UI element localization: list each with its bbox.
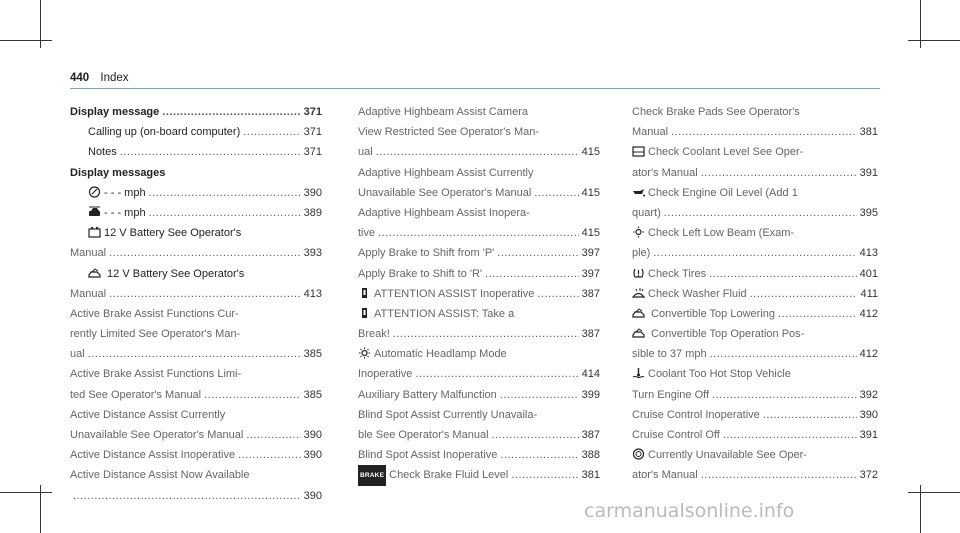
index-entry bbox=[70, 465, 322, 485]
index-entry bbox=[632, 203, 878, 223]
page-reference: 371 bbox=[303, 126, 322, 139]
index-entry-text bbox=[88, 264, 244, 284]
index-entry bbox=[632, 405, 878, 425]
index-entry-label: - - - mph bbox=[104, 206, 146, 219]
index-entry-text bbox=[70, 445, 235, 465]
index-entry bbox=[358, 364, 600, 384]
index-entry-label: Unavailable See Operator's Manual bbox=[70, 429, 244, 441]
index-entry bbox=[358, 284, 600, 304]
page-reference: 390 bbox=[303, 489, 322, 502]
dot-leader bbox=[88, 344, 301, 364]
index-entry-text bbox=[70, 102, 159, 122]
index-entry-text bbox=[358, 344, 507, 364]
index-entry-label: Apply Brake to Shift to 'R' bbox=[358, 267, 483, 280]
page-reference: 392 bbox=[859, 388, 878, 401]
dot-leader bbox=[709, 264, 857, 284]
index-entry-text bbox=[358, 163, 533, 183]
index-entry-label: ple) bbox=[632, 247, 651, 260]
page-reference: 415 bbox=[581, 227, 600, 240]
index-entry bbox=[358, 203, 600, 223]
index-entry-label: 12 V Battery See Operator's bbox=[104, 227, 242, 240]
page-reference: 412 bbox=[859, 348, 878, 361]
index-entry bbox=[70, 264, 322, 284]
index-entry bbox=[70, 183, 322, 203]
index-entry bbox=[358, 405, 600, 425]
convertible-car-icon bbox=[632, 307, 645, 319]
page-reference: 401 bbox=[859, 267, 878, 280]
page-number: 440 bbox=[70, 72, 90, 84]
index-column-2 bbox=[358, 102, 600, 486]
dot-leader bbox=[500, 445, 578, 465]
crop-mark bbox=[0, 40, 52, 41]
index-entry-label: 12 V Battery See Operator's bbox=[104, 267, 245, 280]
page-reference: 395 bbox=[859, 206, 878, 219]
dot-leader bbox=[701, 163, 857, 183]
index-entry-text bbox=[632, 264, 706, 284]
index-entry-text bbox=[70, 344, 85, 364]
index-entry bbox=[632, 344, 878, 364]
index-entry-label: Active Brake Assist Functions Cur- bbox=[70, 307, 239, 320]
index-entry-text bbox=[632, 142, 803, 162]
index-entry-text bbox=[70, 243, 106, 263]
dot-leader bbox=[664, 203, 857, 223]
index-entry bbox=[70, 324, 322, 344]
index-entry-label: Check Washer Fluid bbox=[648, 287, 747, 300]
index-entry-label: Convertible Top Operation Pos- bbox=[648, 328, 805, 341]
dot-leader bbox=[378, 223, 579, 243]
dot-leader bbox=[701, 465, 857, 485]
page-reference: 411 bbox=[860, 287, 878, 300]
index-entry bbox=[70, 385, 322, 405]
index-entry-label: ator's Manual bbox=[632, 469, 698, 482]
page-reference: 388 bbox=[581, 449, 600, 462]
dot-leader bbox=[712, 385, 857, 405]
crop-mark bbox=[908, 492, 960, 493]
index-entry-text bbox=[632, 304, 775, 324]
page-reference: 387 bbox=[581, 287, 600, 300]
index-entry-label: Blind Spot Assist Currently Unavaila- bbox=[358, 408, 538, 421]
speed-limiter-icon bbox=[88, 186, 101, 198]
index-entry-label: Active Distance Assist Currently bbox=[70, 408, 226, 421]
index-entry-text bbox=[358, 203, 530, 223]
index-entry bbox=[632, 102, 878, 122]
index-entry bbox=[70, 304, 322, 324]
engine-oil-icon bbox=[632, 186, 645, 198]
dot-leader bbox=[376, 142, 579, 162]
dot-leader bbox=[109, 284, 301, 304]
page-reference: 390 bbox=[859, 408, 878, 421]
index-entry-text bbox=[70, 364, 241, 384]
dot-leader bbox=[393, 324, 579, 344]
dot-leader bbox=[778, 304, 857, 324]
index-entry-text bbox=[632, 405, 760, 425]
index-entry-label: Manual bbox=[70, 287, 107, 300]
section-title: Index bbox=[100, 72, 129, 84]
index-entry-text bbox=[70, 385, 201, 405]
header-rule bbox=[70, 88, 880, 89]
index-entry-label: Check Brake Pads See Operator's bbox=[632, 106, 800, 118]
index-entry-text bbox=[358, 425, 489, 445]
index-entry-text bbox=[358, 385, 497, 405]
index-entry-label: Check Coolant Level See Oper- bbox=[648, 146, 804, 159]
index-entry bbox=[70, 284, 322, 304]
index-entry-text bbox=[632, 425, 720, 445]
page-reference: 381 bbox=[581, 469, 600, 482]
index-entry bbox=[632, 142, 878, 162]
page-reference: 391 bbox=[859, 429, 878, 441]
page-reference: 415 bbox=[581, 146, 600, 159]
dot-leader bbox=[204, 385, 301, 405]
dot-leader bbox=[497, 243, 578, 263]
index-entry-label: Active Distance Assist Now Available bbox=[70, 469, 250, 482]
index-entry-text bbox=[632, 223, 794, 243]
index-entry bbox=[70, 425, 322, 445]
index-entry bbox=[632, 465, 878, 485]
dot-leader bbox=[511, 465, 578, 485]
index-entry-label: Currently Unavailable See Oper- bbox=[648, 449, 807, 462]
convertible-car-icon bbox=[632, 327, 645, 339]
index-entry-text bbox=[632, 183, 798, 203]
index-entry-label: Check Engine Oil Level (Add 1 bbox=[648, 186, 798, 199]
page-reference: 371 bbox=[303, 146, 322, 159]
index-entry bbox=[358, 344, 600, 364]
battery-icon bbox=[88, 226, 101, 238]
coolant-level-icon bbox=[632, 145, 645, 157]
index-entry-text bbox=[632, 284, 747, 304]
dot-leader bbox=[750, 284, 858, 304]
index-entry-text bbox=[358, 264, 482, 284]
index-entry-text bbox=[70, 163, 165, 183]
tire-pressure-icon bbox=[632, 267, 645, 279]
page-reference: 387 bbox=[581, 328, 600, 341]
index-entry-label: sible to 37 mph bbox=[632, 348, 707, 361]
dot-leader bbox=[149, 183, 301, 203]
dot-leader bbox=[415, 364, 578, 384]
index-entry-text bbox=[358, 324, 390, 344]
dot-leader bbox=[710, 344, 857, 364]
index-entry-text bbox=[88, 183, 146, 203]
index-entry-label: Adaptive Highbeam Assist Camera bbox=[358, 106, 528, 118]
page-reference: 385 bbox=[303, 388, 322, 401]
index-entry-label: Cruise Control Inoperative bbox=[632, 408, 760, 421]
index-entry-label: Automatic Headlamp Mode bbox=[374, 348, 507, 361]
dot-leader bbox=[500, 385, 579, 405]
distance-assist-icon bbox=[88, 206, 101, 218]
dot-leader bbox=[763, 405, 857, 425]
index-entry bbox=[632, 304, 878, 324]
index-entry-label: Active Distance Assist Inoperative bbox=[70, 449, 236, 462]
index-entry-text bbox=[358, 465, 508, 485]
index-entry bbox=[70, 364, 322, 384]
index-entry-text bbox=[358, 183, 531, 203]
index-entry-label: ATTENTION ASSIST: Take a bbox=[374, 307, 515, 320]
index-entry bbox=[632, 163, 878, 183]
index-entry-text bbox=[88, 122, 240, 142]
index-entry bbox=[70, 243, 322, 263]
index-entry bbox=[632, 324, 878, 344]
index-entry-label: Inoperative bbox=[358, 368, 413, 381]
crop-mark bbox=[0, 492, 52, 493]
crop-mark bbox=[908, 40, 960, 41]
index-entry-label: Blind Spot Assist Inoperative bbox=[358, 449, 498, 462]
index-entry-text bbox=[632, 102, 800, 122]
page-reference: 372 bbox=[859, 469, 878, 482]
dot-leader bbox=[243, 122, 300, 142]
index-entry-label: Check Brake Fluid Level bbox=[389, 469, 509, 482]
index-entry-text bbox=[358, 102, 528, 122]
index-entry bbox=[632, 284, 878, 304]
index-entry bbox=[358, 183, 600, 203]
index-entry bbox=[632, 425, 878, 445]
dot-leader bbox=[534, 183, 578, 203]
page-reference: 390 bbox=[303, 186, 322, 199]
index-entry-label: Coolant Too Hot Stop Vehicle bbox=[648, 368, 791, 381]
index-entry bbox=[632, 183, 878, 203]
page-header bbox=[70, 72, 129, 84]
index-entry-label: ual bbox=[358, 146, 373, 159]
index-entry-label: Break! bbox=[358, 328, 390, 341]
index-entry bbox=[358, 102, 600, 122]
index-entry-label: Display messages bbox=[70, 166, 166, 179]
index-entry-label: Check Tires bbox=[648, 267, 707, 280]
index-entry-text bbox=[358, 304, 514, 324]
index-entry-text bbox=[358, 445, 497, 465]
index-entry-text bbox=[358, 405, 537, 425]
index-entry bbox=[70, 163, 322, 183]
index-entry bbox=[70, 344, 322, 364]
index-entry-label: rently Limited See Operator's Man- bbox=[70, 328, 241, 341]
index-entry bbox=[70, 122, 322, 142]
page-reference: 397 bbox=[581, 267, 600, 280]
convertible-car-icon bbox=[88, 267, 101, 279]
index-entry bbox=[70, 142, 322, 162]
index-entry bbox=[70, 445, 322, 465]
dot-leader bbox=[671, 122, 857, 142]
index-entry bbox=[70, 102, 322, 122]
index-entry-text bbox=[70, 304, 239, 324]
dot-leader bbox=[238, 445, 301, 465]
index-entry bbox=[70, 405, 322, 425]
index-entry-text bbox=[632, 385, 709, 405]
seatbelt-warning-icon bbox=[358, 287, 371, 299]
watermark: carmanualsonline.info bbox=[584, 500, 795, 522]
index-entry-label: ted See Operator's Manual bbox=[70, 388, 202, 401]
index-entry bbox=[632, 264, 878, 284]
index-entry-label: Manual bbox=[70, 247, 107, 260]
dot-leader bbox=[492, 425, 579, 445]
dot-leader bbox=[537, 284, 578, 304]
index-entry-text bbox=[632, 163, 698, 183]
index-entry-label: Check Left Low Beam (Exam- bbox=[648, 227, 795, 240]
page-reference: 415 bbox=[581, 186, 600, 199]
index-entry-label: Auxiliary Battery Malfunction bbox=[358, 388, 497, 401]
index-entry-text bbox=[632, 364, 791, 384]
index-entry bbox=[358, 223, 600, 243]
index-entry-label: Display message bbox=[70, 106, 160, 118]
index-entry bbox=[358, 264, 600, 284]
index-entry bbox=[358, 465, 600, 485]
seatbelt-warning-icon bbox=[358, 307, 371, 319]
index-entry-label: View Restricted See Operator's Man- bbox=[358, 126, 540, 139]
index-entry-text bbox=[70, 465, 250, 485]
index-entry-label: ual bbox=[70, 348, 85, 361]
dot-leader bbox=[485, 264, 579, 284]
index-entry-text bbox=[70, 405, 225, 425]
index-entry bbox=[358, 122, 600, 142]
index-entry-label: Manual bbox=[632, 126, 669, 139]
page-reference: 393 bbox=[303, 247, 322, 260]
index-entry-label: ble See Operator's Manual bbox=[358, 429, 489, 441]
index-entry-text bbox=[632, 122, 668, 142]
page-reference: 371 bbox=[303, 106, 322, 118]
page-reference: 390 bbox=[303, 449, 322, 462]
index-entry bbox=[358, 324, 600, 344]
index-entry-text bbox=[358, 243, 494, 263]
index-entry-text bbox=[358, 364, 412, 384]
index-entry bbox=[632, 122, 878, 142]
index-entry-label: quart) bbox=[632, 206, 661, 219]
page-reference: 389 bbox=[303, 206, 322, 219]
index-entry-text bbox=[632, 243, 650, 263]
index-entry-text bbox=[70, 425, 243, 445]
washer-fluid-icon bbox=[632, 287, 645, 299]
dot-leader bbox=[246, 425, 300, 445]
index-entry-text bbox=[70, 324, 240, 344]
dot-leader bbox=[109, 243, 301, 263]
page-reference: 381 bbox=[859, 126, 878, 139]
index-entry-text bbox=[632, 203, 661, 223]
index-column-1 bbox=[70, 102, 322, 506]
index-entry-label: Apply Brake to Shift from 'P' bbox=[358, 247, 495, 260]
page-reference: 397 bbox=[581, 247, 600, 260]
index-entry-text bbox=[88, 203, 146, 223]
index-entry-label: - - - mph bbox=[104, 186, 146, 199]
index-column-3 bbox=[632, 102, 878, 486]
index-entry bbox=[70, 203, 322, 223]
dot-leader bbox=[149, 203, 301, 223]
index-entry bbox=[632, 385, 878, 405]
index-entry-text bbox=[358, 142, 373, 162]
index-entry-text bbox=[358, 223, 375, 243]
index-entry bbox=[632, 223, 878, 243]
index-entry bbox=[632, 243, 878, 263]
dot-leader bbox=[120, 142, 301, 162]
index-entry-text bbox=[70, 284, 106, 304]
index-entry-label: tive bbox=[358, 227, 376, 240]
page-reference: 390 bbox=[303, 429, 322, 441]
index-entry bbox=[632, 445, 878, 465]
index-entry bbox=[358, 445, 600, 465]
index-entry-label: Notes bbox=[88, 146, 117, 159]
page-reference: 414 bbox=[581, 368, 600, 381]
index-entry-text bbox=[632, 465, 698, 485]
index-entry-label: ATTENTION ASSIST Inoperative bbox=[374, 287, 535, 300]
coolant-temp-icon bbox=[632, 367, 645, 379]
index-entry-text bbox=[632, 344, 707, 364]
brake-warning-icon: BRAKE bbox=[358, 465, 386, 485]
index-entry bbox=[70, 486, 322, 506]
index-entry bbox=[358, 385, 600, 405]
index-entry-label: Adaptive Highbeam Assist Inopera- bbox=[358, 206, 530, 219]
page-reference: 399 bbox=[581, 388, 600, 401]
index-entry-text bbox=[358, 284, 534, 304]
dot-leader bbox=[73, 486, 301, 506]
dot-leader bbox=[162, 102, 300, 122]
page-reference: 413 bbox=[303, 287, 322, 300]
index-entry bbox=[358, 425, 600, 445]
page-reference: 387 bbox=[581, 429, 600, 441]
page-reference: 391 bbox=[859, 166, 878, 179]
index-entry-text bbox=[632, 445, 807, 465]
headlamp-icon bbox=[358, 347, 371, 359]
page-reference: 413 bbox=[859, 247, 878, 260]
index-entry-label: Convertible Top Lowering bbox=[648, 307, 775, 320]
index-entry-text bbox=[88, 223, 241, 243]
index-entry bbox=[358, 163, 600, 183]
index-entry bbox=[358, 243, 600, 263]
index-entry-text bbox=[632, 324, 804, 344]
page-reference: 412 bbox=[859, 307, 878, 320]
index-entry-label: Cruise Control Off bbox=[632, 429, 720, 441]
index-entry-label: Active Brake Assist Functions Limi- bbox=[70, 368, 242, 381]
index-entry-text bbox=[88, 142, 117, 162]
index-entry bbox=[358, 304, 600, 324]
cruise-control-icon bbox=[632, 448, 645, 460]
index-entry-text bbox=[358, 122, 539, 142]
index-entry bbox=[70, 223, 322, 243]
low-beam-icon bbox=[632, 226, 645, 238]
index-entry-label: ator's Manual bbox=[632, 166, 698, 179]
index-entry-label: Calling up (on-board computer) bbox=[88, 126, 241, 139]
dot-leader bbox=[653, 243, 856, 263]
index-entry bbox=[632, 364, 878, 384]
index-entry-label: Adaptive Highbeam Assist Currently bbox=[358, 166, 534, 179]
dot-leader bbox=[723, 425, 857, 445]
index-entry-label: Turn Engine Off bbox=[632, 388, 710, 401]
index-entry bbox=[358, 142, 600, 162]
page-reference: 385 bbox=[303, 348, 322, 361]
index-entry-label: Unavailable See Operator's Manual bbox=[358, 186, 532, 199]
